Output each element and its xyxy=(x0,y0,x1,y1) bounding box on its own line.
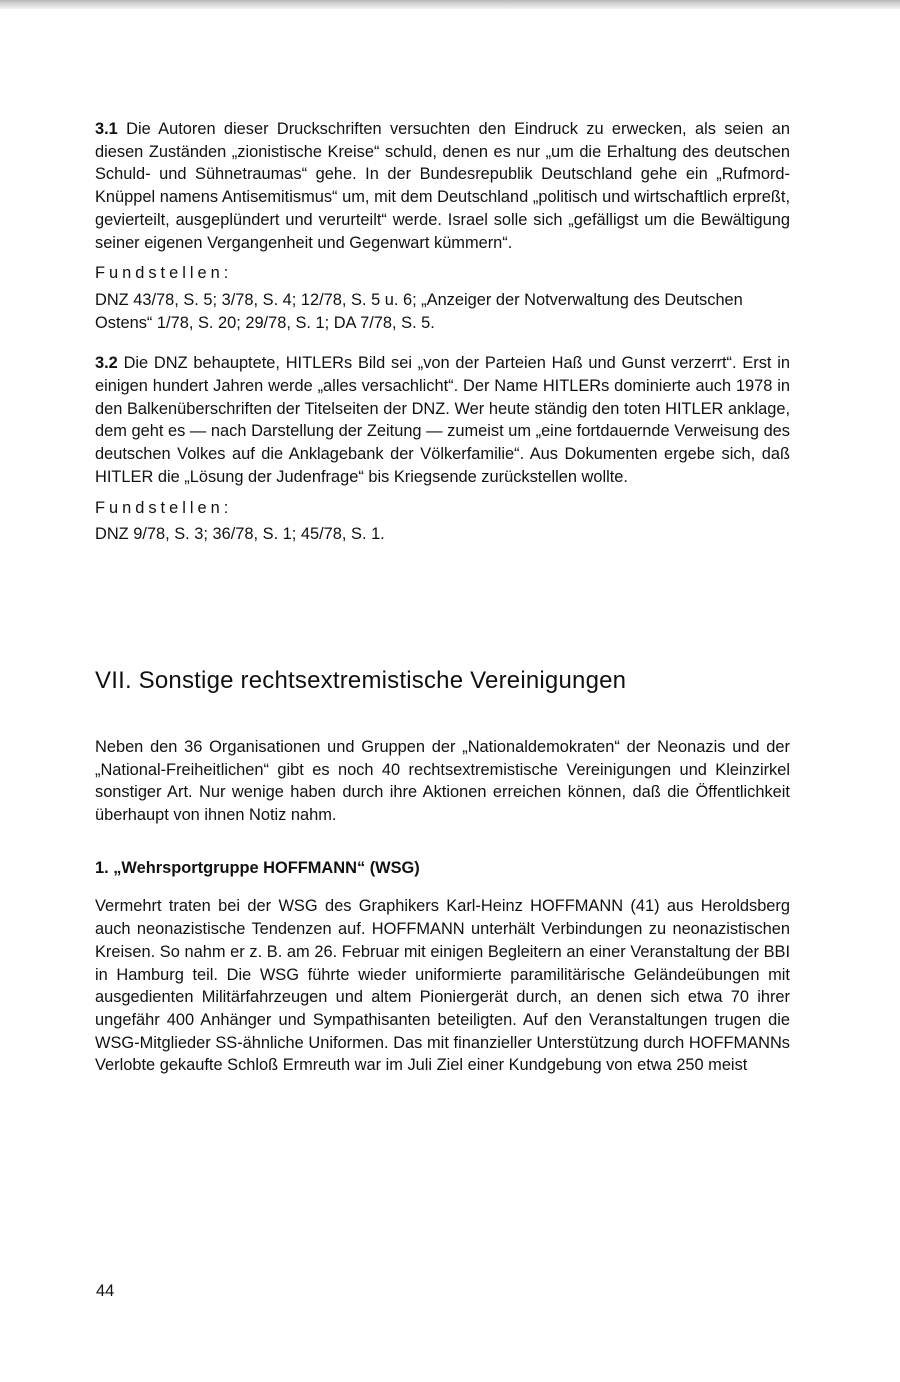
sources-label: Fundstellen: xyxy=(95,498,233,517)
paragraph-text: Die Autoren dieser Druckschriften versuchten den Eindruck zu erwecken, als seien an diesen Zuständen „zionistische Kreise“ schuld, denen es nur „um die Erhaltung des deutschen Schuld- und Sühnetraumas“ gehe. In der Bundesrepublik Deutschland gehe ein „Rufmord-Knüppel namens Antisemitismus“ um, mit dem Deutschland „politisch und wirtschaftlich erpreßt, gevierteilt, ausgeplündert und verurteilt“ werde. Israel solle sich „gefälligst um die Bewältigung seiner eigenen Vergangenheit und Gegenwart kümmern“. xyxy=(95,120,790,252)
spacer xyxy=(95,879,790,895)
paragraph-text: Die DNZ behauptete, HITLERs Bild sei „von der Parteien Haß und Gunst verzerrt“. Erst in einigen hundert Jahren werde „alles versachlicht“. Der Name HITLERs dominierte auch 1978 in den Balkenüberschriften der Titelseiten der DNZ. Wer heute ständig den toten HITLER anklage, dem geht es — nach Darstellung der Zeitung — zumeist um „eine fortdauernde Verweisung des deutschen Volkes auf die Anklagebank der Völkerfamilie“. Aus Dokumenten ergebe sich, daß HITLER die „Lösung der Judenfrage“ bis Kriegsende zurückstellen wollte. xyxy=(95,354,790,486)
spacer xyxy=(95,696,790,736)
paragraph-number: 3.1 xyxy=(95,120,118,138)
sources-label: Fundstellen: xyxy=(95,264,233,283)
spacer xyxy=(95,827,790,857)
section-title: 1. „Wehrsportgruppe HOFFMANN“ (WSG) xyxy=(95,858,420,877)
spacer xyxy=(95,334,790,352)
page-number: 44 xyxy=(96,1282,115,1300)
chapter-title: VII. Sonstige rechtsextremistische Vereinigungen xyxy=(95,666,627,694)
sources-text: DNZ 9/78, S. 3; 36/78, S. 1; 45/78, S. 1. xyxy=(95,525,385,544)
document-page xyxy=(95,118,790,1077)
sources-text: DNZ 43/78, S. 5; 3/78, S. 4; 12/78, S. 5 u. 6; „Anzeiger der Notverwaltung des Deutschen Ostens“ 1/78, S. 20; 29/78, S. 1; DA 7/78, S. 5. xyxy=(95,290,743,332)
paragraph-3-1 xyxy=(95,118,790,254)
paragraph-3-2 xyxy=(95,352,790,488)
section-body: Vermehrt traten bei der WSG des Graphikers Karl-Heinz HOFFMANN (41) aus Heroldsberg auch neonazistische Tendenzen auf. HOFFMANN unterhält Verbindungen zu neonazistischen Kreisen. So nahm er z. B. am 26. Februar mit einigen Begleitern an einer Veranstaltung der BBI in Hamburg teil. Die WSG führte wieder uniformierte paramilitärische Geländeübungen mit ausgedienten Militärfahrzeugen und altem Pioniergerät durch, an denen sich etwa 70 ihrer ungefähr 400 Anhänger und Sympathisanten beteiligten. Auf den Veranstaltungen trugen die WSG-Mitglieder SS-ähnliche Uniformen. Das mit finanzieller Unterstützung durch HOFFMANNs Verlobte gekaufte Schloß Ermreuth war im Juli Ziel einer Kundgebung von etwa 250 meist xyxy=(95,897,790,1075)
paragraph-number: 3.2 xyxy=(95,354,118,373)
chapter-intro: Neben den 36 Organisationen und Gruppen der „Nationaldemokraten“ der Neonazis und der „National-Freiheitlichen“ gibt es noch 40 rechtsextremistische Vereinigungen und Kleinzirkel sonstiger Art. Nur wenige haben durch ihre Aktionen erreichen können, daß die Öffentlichkeit überhaupt von ihnen Notiz nahm. xyxy=(95,737,790,825)
scan-top-edge xyxy=(0,0,900,9)
spacer xyxy=(95,546,790,666)
